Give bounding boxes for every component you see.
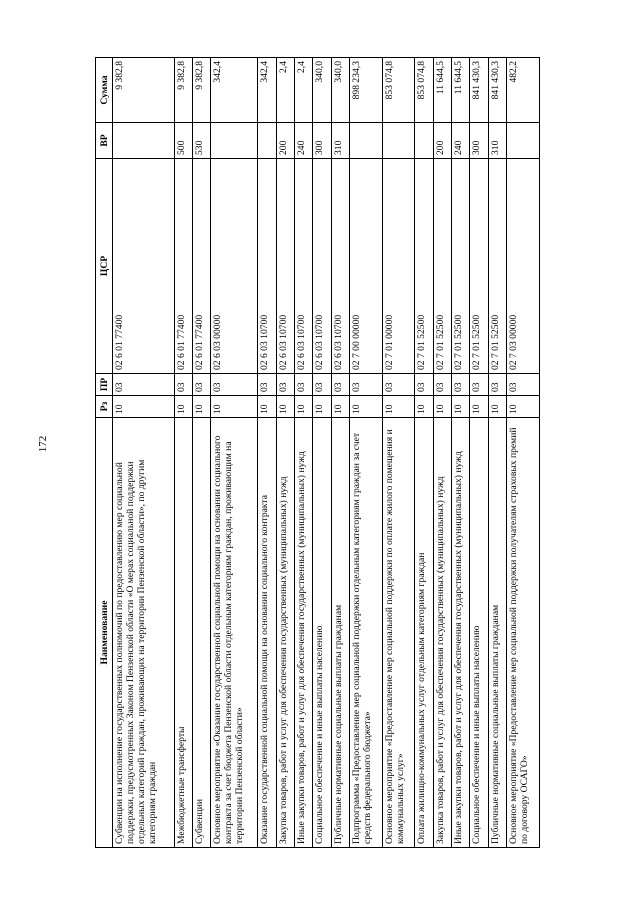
cell-pr: 03 xyxy=(382,374,415,396)
cell-vr: 200 xyxy=(433,123,451,159)
cell-sum: 11 644,5 xyxy=(452,58,470,123)
cell-pr: 03 xyxy=(174,374,192,396)
cell-vr xyxy=(211,123,258,159)
cell-csr: 02 7 01 52500 xyxy=(433,159,451,374)
page-number: 172 xyxy=(37,435,49,453)
cell-pr: 03 xyxy=(192,374,210,396)
cell-vr xyxy=(507,123,540,159)
cell-name: Оказание государственной социальной помощи на основании социального контракта xyxy=(258,418,276,848)
cell-pr: 03 xyxy=(295,374,313,396)
budget-table xyxy=(95,57,540,848)
table-row xyxy=(349,58,382,848)
table-row xyxy=(507,58,540,848)
table-row xyxy=(174,58,192,848)
cell-vr: 240 xyxy=(295,123,313,159)
cell-pr: 03 xyxy=(415,374,433,396)
cell-rz: 10 xyxy=(113,396,175,418)
cell-name: Подпрограмма «Предоставление мер социальной поддержки отдельным категориям граждан за счет средств федерального бюджета» xyxy=(349,418,382,848)
cell-vr xyxy=(415,123,433,159)
cell-name: Социальное обеспечение и иные выплаты населению xyxy=(313,418,331,848)
table-row xyxy=(258,58,276,848)
cell-csr: 02 6 03 10700 xyxy=(258,159,276,374)
cell-sum: 9 382,8 xyxy=(192,58,210,123)
header-rz: Рз xyxy=(96,396,113,418)
cell-sum: 340,0 xyxy=(313,58,331,123)
cell-name: Иные закупки товаров, работ и услуг для обеспечения государственных (муниципальных) нужд xyxy=(452,418,470,848)
table-row xyxy=(192,58,210,848)
header-sum: Сумма xyxy=(96,58,113,123)
table-row xyxy=(295,58,313,848)
cell-sum: 482,2 xyxy=(507,58,540,123)
cell-sum: 9 382,8 xyxy=(174,58,192,123)
cell-vr: 200 xyxy=(276,123,294,159)
cell-pr: 03 xyxy=(488,374,506,396)
header-csr: ЦСР xyxy=(96,159,113,374)
cell-csr: 02 7 03 00000 xyxy=(507,159,540,374)
cell-name: Основное мероприятие «Предоставление мер социальной поддержки получателям страховых премий по договору ОСАГО» xyxy=(507,418,540,848)
cell-name: Основное мероприятие «Предоставление мер социальной поддержки по оплате жилого помещения и коммунальных услуг» xyxy=(382,418,415,848)
cell-csr: 02 7 01 52500 xyxy=(470,159,488,374)
table-row xyxy=(382,58,415,848)
cell-rz: 10 xyxy=(349,396,382,418)
cell-csr: 02 7 01 52500 xyxy=(415,159,433,374)
header-name: Наименование xyxy=(96,418,113,848)
cell-pr: 03 xyxy=(470,374,488,396)
cell-pr: 03 xyxy=(211,374,258,396)
cell-csr: 02 6 03 10700 xyxy=(276,159,294,374)
table-row xyxy=(470,58,488,848)
table-row xyxy=(211,58,258,848)
cell-name: Социальное обеспечение и иные выплаты населению xyxy=(470,418,488,848)
table-row xyxy=(452,58,470,848)
cell-name: Основное мероприятие «Оказание государственной социальной помощи на основании социального контракта за счет бюджета Пензенской области отдельным категориям граждан, проживающим на территории Пензенской области» xyxy=(211,418,258,848)
cell-vr: 310 xyxy=(488,123,506,159)
cell-csr: 02 6 03 10700 xyxy=(313,159,331,374)
cell-rz: 10 xyxy=(313,396,331,418)
cell-rz: 10 xyxy=(470,396,488,418)
cell-sum: 342,4 xyxy=(258,58,276,123)
table-row xyxy=(488,58,506,848)
cell-name: Субвенции xyxy=(192,418,210,848)
cell-csr: 02 7 01 52500 xyxy=(452,159,470,374)
cell-name: Межбюджетные трансферты xyxy=(174,418,192,848)
cell-csr: 02 7 01 52500 xyxy=(488,159,506,374)
cell-name: Закупка товаров, работ и услуг для обеспечения государственных (муниципальных) нужд xyxy=(276,418,294,848)
cell-csr: 02 6 01 77400 xyxy=(174,159,192,374)
cell-name: Оплата жилищно-коммунальных услуг отдельным категориям граждан xyxy=(415,418,433,848)
cell-vr: 240 xyxy=(452,123,470,159)
cell-vr: 300 xyxy=(313,123,331,159)
cell-pr: 03 xyxy=(331,374,349,396)
cell-name: Публичные нормативные социальные выплаты гражданам xyxy=(331,418,349,848)
cell-rz: 10 xyxy=(192,396,210,418)
cell-pr: 03 xyxy=(507,374,540,396)
cell-name: Публичные нормативные социальные выплаты гражданам xyxy=(488,418,506,848)
cell-pr: 03 xyxy=(452,374,470,396)
table-row xyxy=(433,58,451,848)
cell-vr xyxy=(258,123,276,159)
cell-pr: 03 xyxy=(313,374,331,396)
cell-csr: 02 6 03 10700 xyxy=(331,159,349,374)
cell-pr: 03 xyxy=(258,374,276,396)
cell-rz: 10 xyxy=(276,396,294,418)
cell-vr xyxy=(349,123,382,159)
cell-rz: 10 xyxy=(295,396,313,418)
table-row xyxy=(415,58,433,848)
cell-csr: 02 6 01 77400 xyxy=(113,159,175,374)
cell-csr: 02 7 00 00000 xyxy=(349,159,382,374)
cell-sum: 853 074,8 xyxy=(415,58,433,123)
cell-vr: 500 xyxy=(174,123,192,159)
cell-pr: 03 xyxy=(276,374,294,396)
header-vr: ВР xyxy=(96,123,113,159)
cell-pr: 03 xyxy=(113,374,175,396)
cell-sum: 841 430,3 xyxy=(470,58,488,123)
cell-rz: 10 xyxy=(382,396,415,418)
cell-rz: 10 xyxy=(174,396,192,418)
cell-sum: 342,4 xyxy=(211,58,258,123)
cell-rz: 10 xyxy=(415,396,433,418)
cell-sum: 2,4 xyxy=(295,58,313,123)
header-pr: ПР xyxy=(96,374,113,396)
table-row xyxy=(276,58,294,848)
cell-sum: 853 074,8 xyxy=(382,58,415,123)
table-header-row xyxy=(96,58,113,848)
cell-csr: 02 6 03 10700 xyxy=(295,159,313,374)
cell-name: Иные закупки товаров, работ и услуг для обеспечения государственных (муниципальных) нужд xyxy=(295,418,313,848)
cell-rz: 10 xyxy=(331,396,349,418)
cell-csr: 02 6 01 77400 xyxy=(192,159,210,374)
cell-sum: 841 430,3 xyxy=(488,58,506,123)
cell-sum: 340,0 xyxy=(331,58,349,123)
cell-vr: 300 xyxy=(470,123,488,159)
table-row xyxy=(113,58,175,848)
table-row xyxy=(331,58,349,848)
cell-rz: 10 xyxy=(507,396,540,418)
cell-sum: 11 644,5 xyxy=(433,58,451,123)
cell-csr: 02 6 03 00000 xyxy=(211,159,258,374)
cell-rz: 10 xyxy=(211,396,258,418)
cell-sum: 898 234,3 xyxy=(349,58,382,123)
cell-rz: 10 xyxy=(452,396,470,418)
cell-sum: 2,4 xyxy=(276,58,294,123)
cell-vr: 530 xyxy=(192,123,210,159)
cell-rz: 10 xyxy=(433,396,451,418)
cell-rz: 10 xyxy=(258,396,276,418)
table-row xyxy=(313,58,331,848)
cell-vr xyxy=(113,123,175,159)
cell-vr xyxy=(382,123,415,159)
cell-vr: 310 xyxy=(331,123,349,159)
cell-name: Субвенции на исполнение государственных полномочий по предоставлению мер социальной поддержки, предусмотренных Законом Пензенской области «О мерах социальной поддержки отдельных категорий граждан, проживающих на территории Пензенской области», по другим категориям граждан xyxy=(113,418,175,848)
cell-pr: 03 xyxy=(433,374,451,396)
cell-pr: 03 xyxy=(349,374,382,396)
cell-name: Закупка товаров, работ и услуг для обеспечения государственных (муниципальных) нужд xyxy=(433,418,451,848)
rotated-table-container xyxy=(95,58,540,848)
cell-csr: 02 7 01 00000 xyxy=(382,159,415,374)
cell-rz: 10 xyxy=(488,396,506,418)
cell-sum: 9 382,8 xyxy=(113,58,175,123)
